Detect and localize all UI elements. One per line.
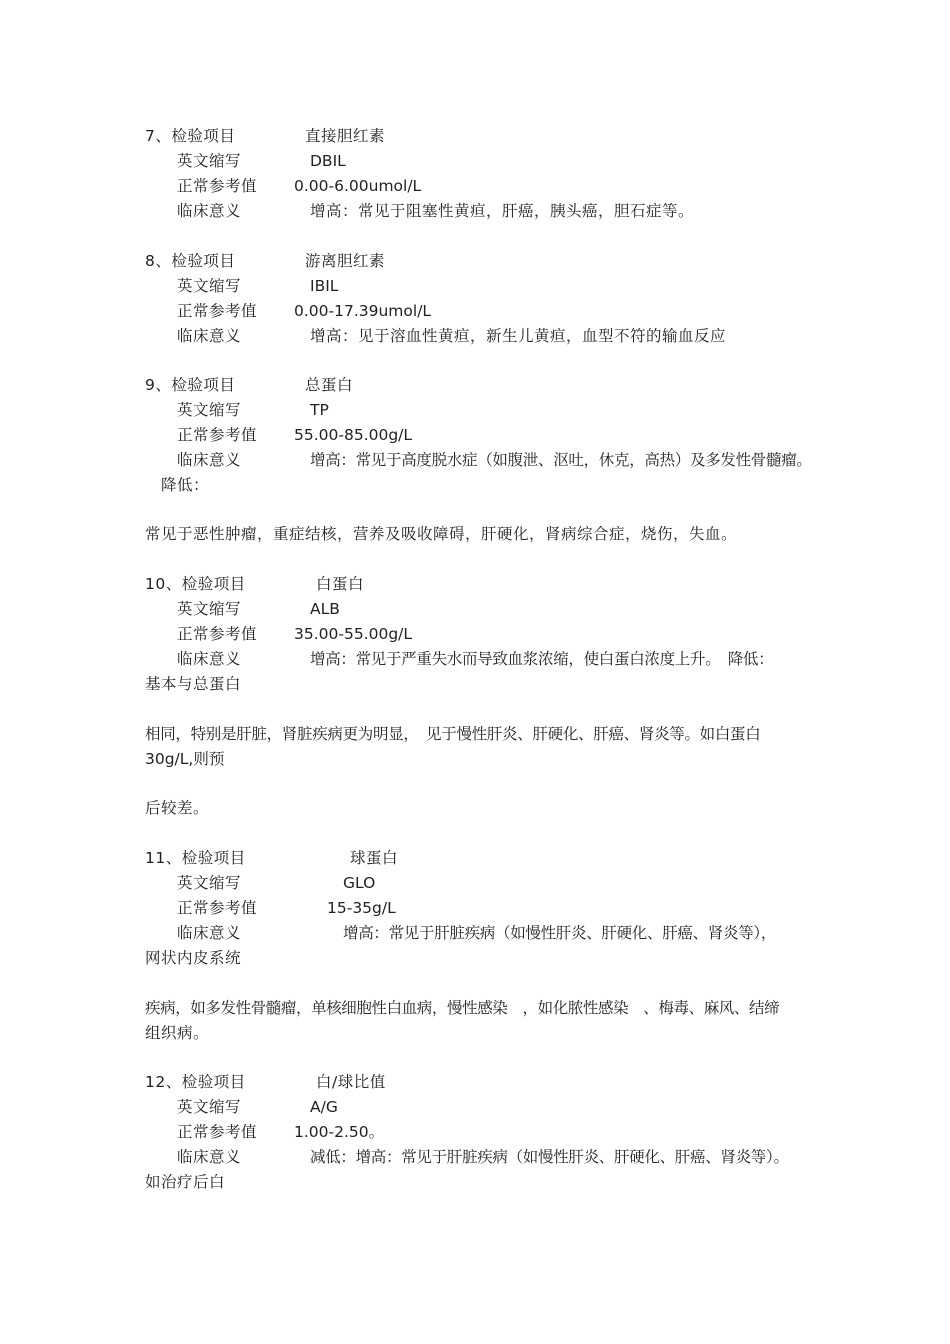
item-7-abbr: DBIL bbox=[310, 152, 346, 170]
item-11-clinical: 增高：常见于肝脏疾病（如慢性肝炎、肝硬化、肝癌、肾炎等）， bbox=[343, 924, 777, 942]
item-12-ref: 1.00-2.50。 bbox=[294, 1123, 385, 1141]
item-12-abbr: A/G bbox=[310, 1098, 338, 1116]
item-10-clinical-cont-2: 相同，特别是肝脏，肾脏疾病更为明显， 见于慢性肝炎、肝硬化、肝癌、肾炎等。如白蛋白 bbox=[145, 725, 761, 743]
item-8-name: 游离胆红素 bbox=[305, 252, 386, 270]
item-10-heading: 10、检验项目 bbox=[145, 575, 246, 593]
item-8-ref: 0.00-17.39umol/L bbox=[294, 302, 432, 320]
item-9-clinical-cont-1: 降低： bbox=[161, 476, 210, 494]
item-8-clinical-label: 临床意义 bbox=[177, 327, 242, 345]
item-9-abbr-label: 英文缩写 bbox=[177, 401, 242, 419]
item-7-heading: 7、检验项目 bbox=[145, 127, 236, 145]
item-10-clinical-cont-1: 基本与总蛋白 bbox=[145, 675, 242, 693]
item-12-heading: 12、检验项目 bbox=[145, 1073, 246, 1091]
item-10-ref: 35.00-55.00g/L bbox=[294, 625, 413, 643]
item-11-clinical-label: 临床意义 bbox=[177, 924, 242, 942]
item-11-heading: 11、检验项目 bbox=[145, 849, 246, 867]
item-12-clinical-cont-1: 如治疗后白 bbox=[145, 1173, 226, 1191]
item-11-clinical-cont-1: 网状内皮系统 bbox=[145, 949, 242, 967]
item-8-ref-label: 正常参考值 bbox=[177, 302, 258, 320]
item-11-ref: 15-35g/L bbox=[327, 899, 396, 917]
item-8-abbr-label: 英文缩写 bbox=[177, 277, 242, 295]
item-10-abbr: ALB bbox=[310, 600, 340, 618]
item-9-clinical: 增高：常见于高度脱水症（如腹泄、沤吐，休克，高热）及多发性骨髓瘤。 bbox=[310, 451, 812, 469]
item-11-abbr: GLO bbox=[343, 874, 376, 892]
item-10-clinical-label: 临床意义 bbox=[177, 650, 242, 668]
item-7-clinical-label: 临床意义 bbox=[177, 202, 242, 220]
item-9-ref-label: 正常参考值 bbox=[177, 426, 258, 444]
item-12-clinical-label: 临床意义 bbox=[177, 1148, 242, 1166]
item-8-heading: 8、检验项目 bbox=[145, 252, 236, 270]
item-10-name: 白蛋白 bbox=[316, 575, 365, 593]
item-7-clinical: 增高：常见于阻塞性黄疸，肝癌，胰头癌，胆石症等。 bbox=[310, 202, 695, 220]
item-10-clinical-cont-3: 30g/L,则预 bbox=[145, 750, 225, 768]
item-9-heading: 9、检验项目 bbox=[145, 376, 236, 394]
item-7-abbr-label: 英文缩写 bbox=[177, 152, 242, 170]
item-7-name: 直接胆红素 bbox=[305, 127, 386, 145]
item-9-name: 总蛋白 bbox=[305, 376, 354, 394]
item-12-name: 白/球比值 bbox=[316, 1073, 386, 1091]
item-9-ref: 55.00-85.00g/L bbox=[294, 426, 413, 444]
item-10-ref-label: 正常参考值 bbox=[177, 625, 258, 643]
item-10-abbr-label: 英文缩写 bbox=[177, 600, 242, 618]
item-11-ref-label: 正常参考值 bbox=[177, 899, 258, 917]
item-11-name: 球蛋白 bbox=[350, 849, 399, 867]
item-12-abbr-label: 英文缩写 bbox=[177, 1098, 242, 1116]
item-12-ref-label: 正常参考值 bbox=[177, 1123, 258, 1141]
item-11-clinical-cont-3: 组织病。 bbox=[145, 1024, 210, 1042]
item-7-ref: 0.00-6.00umol/L bbox=[294, 177, 422, 195]
item-9-clinical-cont-2: 常见于恶性肿瘤，重症结核，营养及吸收障碍，肝硬化，肾病综合症，烧伤，失血。 bbox=[145, 525, 738, 543]
item-9-abbr: TP bbox=[310, 401, 329, 419]
item-11-abbr-label: 英文缩写 bbox=[177, 874, 242, 892]
item-12-clinical: 减低：增高：常见于肝脏疾病（如慢性肝炎、肝硬化、肝癌、肾炎等）。 bbox=[310, 1148, 789, 1166]
item-8-clinical: 增高：见于溶血性黄疸，新生儿黄疸，血型不符的输血反应 bbox=[310, 327, 727, 345]
item-8-abbr: IBIL bbox=[310, 277, 339, 295]
item-11-clinical-cont-2: 疾病，如多发性骨髓瘤，单核细胞性白血病，慢性感染 ，如化脓性感染 、梅毒、麻风、结缔 bbox=[145, 999, 780, 1017]
item-10-clinical: 增高：常见于严重失水而导致血浆浓缩，使白蛋白浓度上升。 降低： bbox=[310, 650, 774, 668]
item-9-clinical-label: 临床意义 bbox=[177, 451, 242, 469]
item-10-clinical-cont-4: 后较差。 bbox=[145, 799, 210, 817]
item-7-ref-label: 正常参考值 bbox=[177, 177, 258, 195]
